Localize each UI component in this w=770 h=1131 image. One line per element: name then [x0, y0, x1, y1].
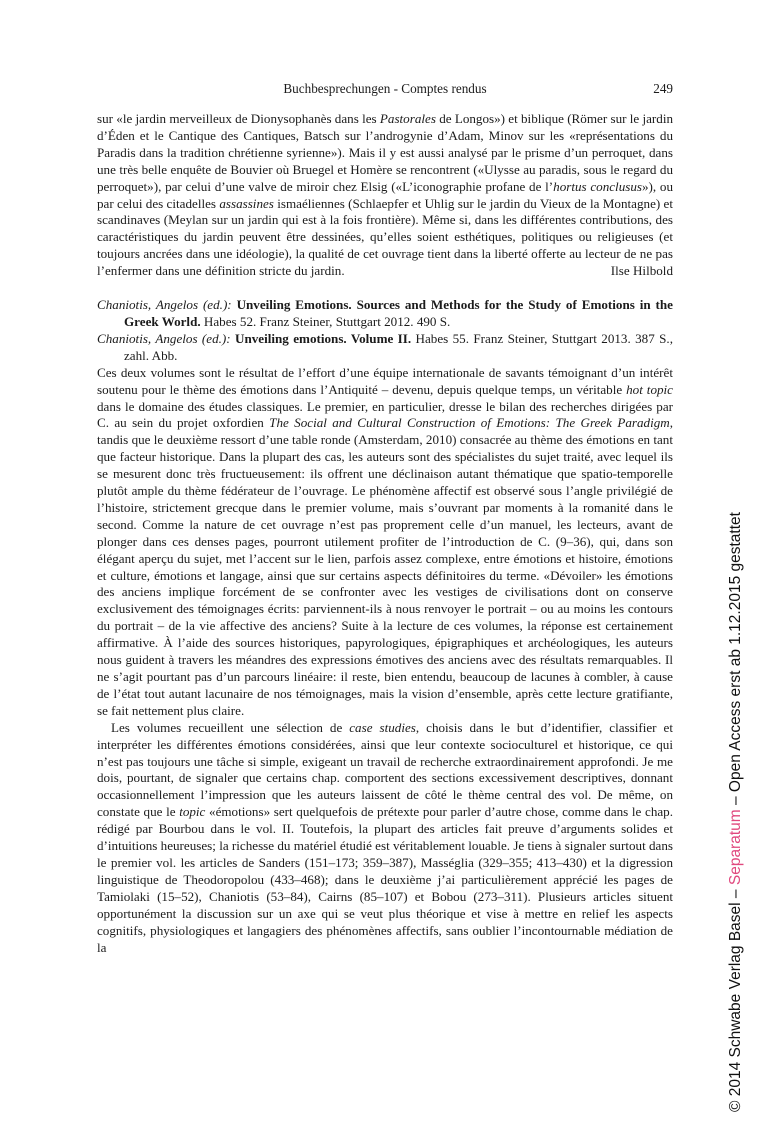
- reviewer-signature: Ilse Hilbold: [610, 263, 673, 279]
- running-header: [97, 80, 673, 97]
- review-paragraph-2: Les volumes recueillent une sélection de case studies, choisis dans le but d’identifier, classifier et interpréter les différentes émotions considérées, ainsi que leur contexte socioculturel et historique, ce qui n’est pas toujours une tâche si simple, exigeant un travail de recherche extraordinairement approfondi. Je me dois, pourtant, de signaler que certains chap. comportent des sections excessivement descriptives, donnant occasionnellement l’impression que les auteurs laissent de côté le thème central des vol. De même, on constate que le topic «émotions» sert quelquefois de prétexte pour parler d’autre chose, comme dans le chap. rédigé par Bourbou dans le vol. II. Toutefois, la plupart des articles fait preuve d’arguments solides et d’intuitions heureuses; la richesse du matériel étudié est véritablement louable. Je tiens à signaler surtout dans le premier vol. les articles de Sanders (151–173; 359–387), Masséglia (329–355; 413–430) et la digression linguistique de Theodoropolou (433–468); dans le deuxième j’ai particulièrement apprécié les pages de Tamiolaki (15–52), Chaniotis (53–84), Cairns (85–107) et Bobou (273–311). Plusieurs articles situent opportunément la discussion sur un axe qui se veut plus théorique et vise à mettre en relief les aspects cognitifs, physiologiques et langagiers des phénomènes affectifs, sans oublier l’incontournable médiation de la: [97, 719, 673, 955]
- text-block: [97, 80, 673, 956]
- book-citation-volume1: Chaniotis, Angelos (ed.): Unveiling Emotions. Sources and Methods for the Study of Emotions in the Greek World. Habes 52. Franz Steiner, Stuttgart 2012. 490 S.: [97, 297, 673, 329]
- review-paragraph-1: Ces deux volumes sont le résultat de l’effort d’une équipe internationale de savants témoignant d’un intérêt soutenu pour le thème des émotions dans l’Antiquité – devenu, depuis quelque temps, un véritable hot topic dans le domaine des études classiques. Le premier, en particulier, dresse le bilan des recherches dirigées par C. au sein du projet oxfordien The Social and Cultural Construction of Emotions: The Greek Paradigm, tandis que le deuxième ressort d’une table ronde (Amsterdam, 2010) consacrée au thème des émotions en tant que facteur historique. Dans la plupart des cas, les auteurs sont des spécialistes du sujet traité, avec lequel ils se mesurent donc très fructueusement: ils offrent une déclinaison autant thématique que spatio-temporelle plutôt ample du thème fédérateur de l’ouvrage. Le phénomène affectif est observé sous l’angle privilégié de l’histoire, strictement grecque dans le premier volume, mais s’ouvrant par moments à la romanité dans le second. Comme la nature de cet ouvrage n’est pas proprement celle d’un manuel, les lecteurs, avant de plonger dans ces denses pages, pourront utilement profiter de l’introduction de C. (9–36), qui, dans son élégant aperçu du sujet, met l’accent sur le lien, parfois assez complexe, entre émotions et histoire, émotions et culture, émotions et langage, ainsi que sur certains aspects définitoires du terme. «Dévoiler» les émotions des anciens implique forcément de se confronter avec les vestiges de civilisations dont on conserve exclusivement des témoignages écrits: parviennent-ils à nous renvoyer le portrait – ou au moins les contours du portrait – de la vie affective des anciens? Suite à la lecture de ces volumes, la réponse est certainement affirmative. À l’aide des sources historiques, papyrologiques, épigraphiques et archéologiques, les auteurs nous guident à travers les méandres des expressions émotives des anciens avec des résultats remarquables. Il ne s’agit pourtant pas d’un parcours linéaire: il reste, bien entendu, beaucoup de lacunes à combler, à cause de l’état tout autant lacunaire de nos témoignages, mais la vision d’ensemble, après cette lecture gratifiante, se fait nettement plus claire.: [97, 364, 674, 718]
- page-number: 249: [653, 81, 673, 96]
- book-citations: [97, 297, 673, 365]
- book-citation-volume2: Chaniotis, Angelos (ed.): Unveiling emotions. Volume II. Habes 55. Franz Steiner, Stuttgart 2013. 387 S., zahl. Abb.: [97, 330, 673, 363]
- review-paragraph-garden: sur «le jardin merveilleux de Dionysophanès dans les Pastorales de Longos») et biblique (Römer sur le jardin d’Éden et le Cantique des Cantiques, Batsch sur l’androgynie d’Adam, Minov sur les «représentations du Paradis dans la tradition chrétienne syrienne»). Mais il y est aussi analysé par le prisme d’un perroquet, dans une très belle enquête de Bouvier où Bruegel et Homère se rencontrent («Ulysse au paradis, sous le regard du perroquet»), par celui d’une valve de miroir chez Elsig («L’iconographie profane de l’hortus conclusus»), ou par celui des citadelles assassines ismaéliennes (Schlaepfer et Uhlig sur le jardin du Vieux de la Montagne) et scandinaves (Meylan sur un jardin qui est à la fois frontière). Même si, dans les différentes contributions, des caractéristiques du jardin peuvent être dessinées, qu’elles soient esthétiques, politiques ou religieuses (et toujours ancrées dans une idéologie), la qualité de cet ouvrage tient dans la liberté offerte au lecteur de ne pas l’enfermer dans une définition stricte du jardin.: [97, 111, 674, 279]
- copyright-sidebar-text: © 2014 Schwabe Verlag Basel – Separatum – Open Access erst ab 1.12.2015 gestattet: [727, 512, 744, 1112]
- running-header-title: Buchbesprechungen - Comptes rendus: [283, 81, 487, 96]
